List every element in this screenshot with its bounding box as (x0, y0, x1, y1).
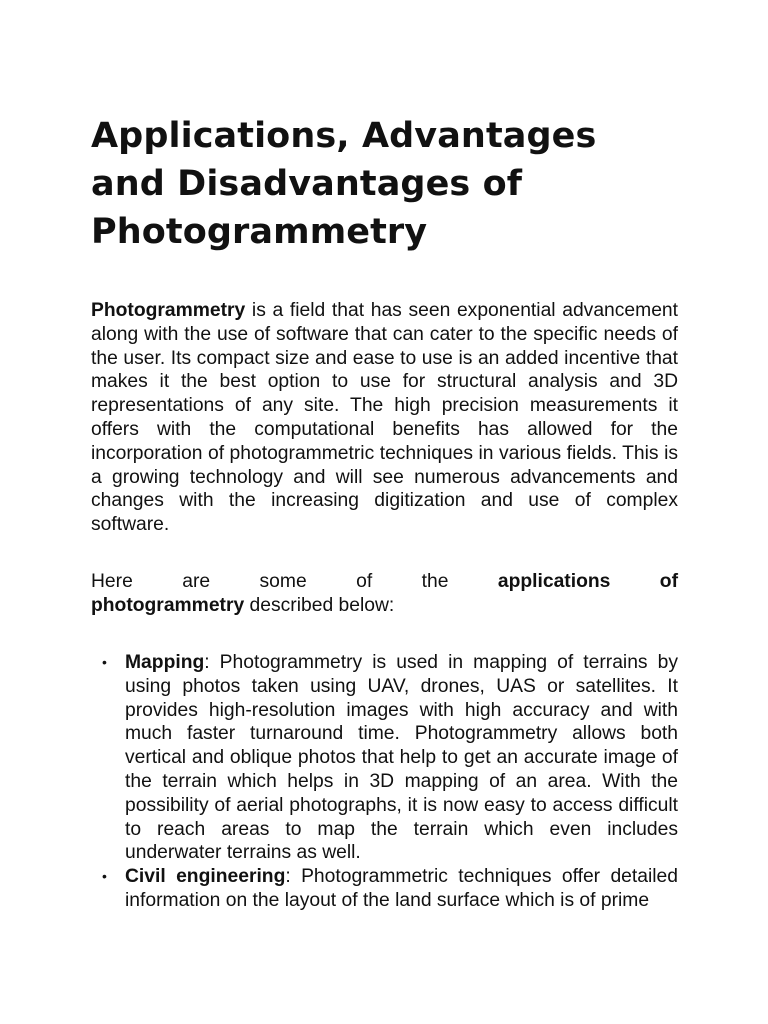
list-item (91, 865, 678, 913)
list-item (91, 651, 678, 865)
bullet-icon: • (102, 868, 107, 885)
applications-intro-bold-a: applications of (497, 571, 678, 592)
intro-paragraph (91, 299, 678, 537)
intro-text: is a field that has seen exponential advancement along with the use of software that can cater to the specific needs of the user. Its compact size and ease to use is an added incentive that makes it the best option to use for structural analysis and 3D representations of any site. The high precision measurements it offers with the computational benefits has allowed for the incorporation of photogrammetric techniques in various fields. This is a growing technology and will see numerous advancements and changes with the increasing digitization and use of complex software. (91, 300, 678, 536)
list-item-text: : Photogrammetry is used in mapping of terrains by using photos taken using UAV, drones, UAS or satellites. It provides high-resolution images with high accuracy and with much faster turnaround time. Photogrammetry allows both vertical and oblique photos that help to get an accurate image of the terrain which helps in 3D mapping of an area. With the possibility of aerial photographs, it is now easy to access difficult to reach areas to map the terrain which even includes underwater terrains as well. (125, 652, 678, 864)
list-item-term: Civil engineering (125, 866, 286, 888)
applications-list (91, 651, 678, 913)
applications-intro-line2 (91, 594, 678, 618)
applications-intro-bold-b: photogrammetry (91, 594, 245, 616)
applications-intro-line1 (91, 570, 678, 594)
list-item-term: Mapping (125, 652, 205, 673)
applications-intro-suffix: described below: (244, 594, 395, 616)
document-title: Applications, Advantages and Disadvantages of Photogrammetry (91, 116, 597, 252)
applications-intro-paragraph (91, 570, 678, 618)
bullet-icon: • (102, 654, 107, 670)
list-item-text: : Photogrammetric techniques offer detailed information on the layout of the land surface which is of prime (125, 866, 678, 911)
applications-intro-prefix: Here are some of the (91, 571, 498, 592)
intro-term: Photogrammetry (91, 300, 246, 321)
